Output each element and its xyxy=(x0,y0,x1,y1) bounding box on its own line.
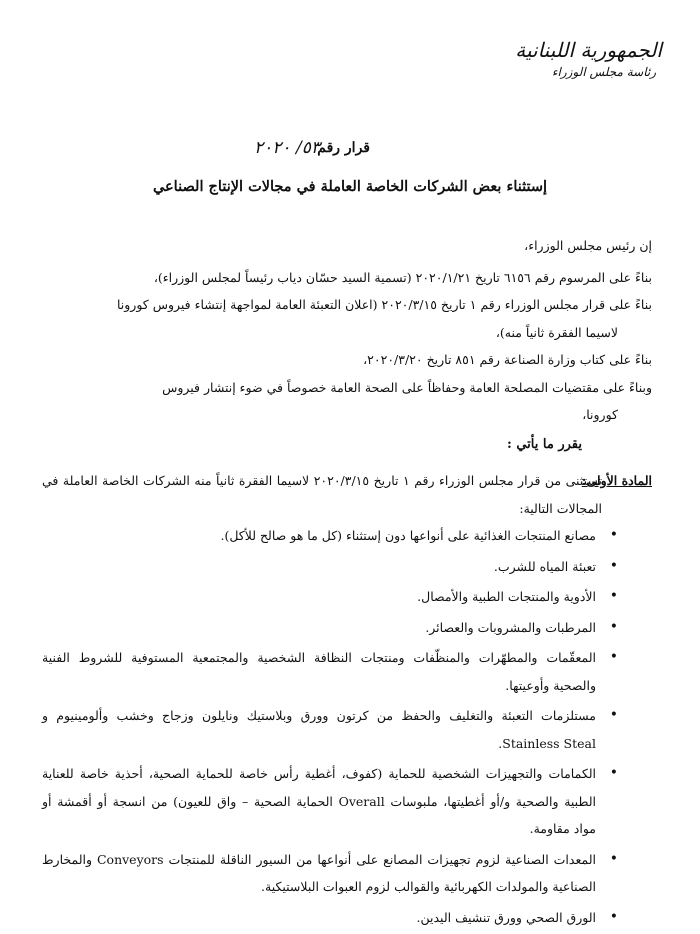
list-item: • تعبئة المياه للشرب. xyxy=(42,553,596,581)
preamble-line: بناءً على المرسوم رقم ٦١٥٦ تاريخ ٢٠٢٠/١/٢١ (تسمية السيد حسّان دياب رئيساً لمجلس الوزراء)، xyxy=(153,269,652,285)
list-item: • الأدوية والمنتجات الطبية والأمصال. xyxy=(42,583,596,611)
article-1 xyxy=(42,467,652,522)
decision-label: قرار رقم xyxy=(317,140,370,156)
list-item: • الكمامات والتجهيزات الشخصية للحماية (كفوف، أغطية رأس خاصة للحماية الصحية، أحذية خاصة للعناية الطبية والصحية و/أو أغطيتها، ملبوسات Overall الحماية الصحية – واق للعيون) من انسجة أو أقمشة أو مواد مقاومة. xyxy=(42,760,596,843)
list-item: • المعدات الصناعية لزوم تجهيزات المصانع على أنواعها من السيور الناقلة للمنتجات Conveyors والمخارط الصناعية والمولدات الكهربائية والقوالب لزوم العبوات البلاستيكية. xyxy=(42,846,596,901)
letterhead xyxy=(472,38,662,80)
list-item: • مستلزمات التعبئة والتغليف والحفظ من كرتون وورق وبلاستيك ونايلون وزجاج وخشب وألومينيوم و Stainless Steal. xyxy=(42,702,596,757)
article-1-text: تستثنى من قرار مجلس الوزراء رقم ١ تاريخ ٢٠٢٠/٣/١٥ لاسيما الفقرة ثانياً منه الشركات الخاصة العاملة في المجالات التالية: xyxy=(42,473,602,516)
document-body xyxy=(42,232,652,934)
list-item: • المرطبات والمشروبات والعصائر. xyxy=(42,614,596,642)
list-item: • مصانع المنتجات الغذائية على أنواعها دون إستثناء (كل ما هو صالح للأكل). xyxy=(42,522,596,550)
article-1-list xyxy=(42,522,652,931)
preamble-line: بناءً على قرار مجلس الوزراء رقم ١ تاريخ ٢٠٢٠/٣/١٥ (اعلان التعبئة العامة لمواجهة إنتشاء فيروس كورونا xyxy=(116,297,652,312)
preamble-line: إن رئيس مجلس الوزراء، xyxy=(524,238,652,253)
letterhead-presidency: رئاسة مجلس الوزراء xyxy=(551,65,656,79)
list-item: • الورق الصحي وورق تنشيف اليدين. xyxy=(42,904,596,932)
letterhead-republic: الجمهورية اللبنانية xyxy=(515,38,662,62)
document-title: إستثناء بعض الشركات الخاصة العاملة في مجالات الإنتاج الصناعي xyxy=(152,178,548,195)
preamble-line: لاسيما الفقرة ثانياً منه)، xyxy=(495,324,618,340)
list-item: • المعقّمات والمطهّرات والمنظّفات ومنتجات النظافة الشخصية والمجتمعية المستوفية للشروط الفنية والصحية وأوعيتها. xyxy=(42,644,596,699)
decision-number: ٥٣/ ٢٠٢٠ xyxy=(254,138,320,158)
preamble-line: كورونا، xyxy=(582,407,618,422)
preamble-line: وبناءً على مقتضيات المصلحة العامة وحفاظاً على الصحة العامة خصوصاً في ضوء إنتشار فيروس xyxy=(162,379,652,395)
article-1-label: المادة الأولى: xyxy=(581,473,652,488)
preamble-line: بناءً على كتاب وزارة الصناعة رقم ٨٥١ تاريخ ٢٠٢٠/٣/٢٠، xyxy=(363,352,652,367)
resolves-heading: يقرر ما يأتي : xyxy=(507,436,582,452)
